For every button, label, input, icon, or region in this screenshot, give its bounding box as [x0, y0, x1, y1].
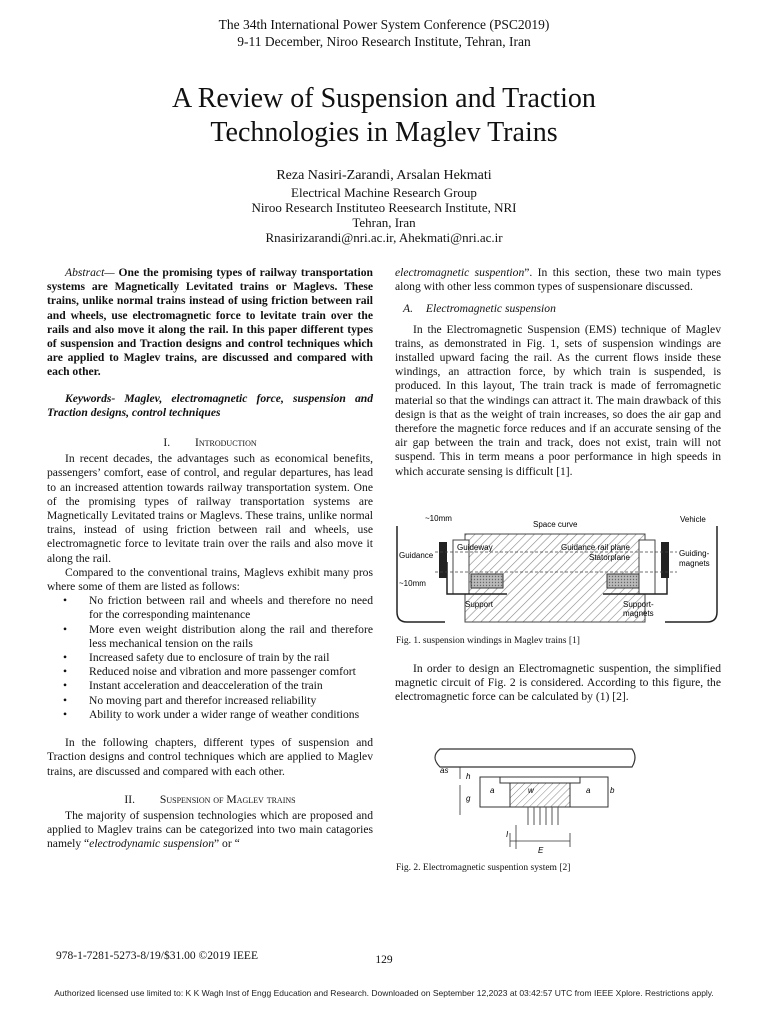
section-2-paragraph-start: [47, 809, 373, 852]
list-item: • No moving part and therefor increased reliability: [89, 694, 373, 708]
keywords: Keywords- Maglev, electromagnetic force, suspension and Traction designs, control techniques: [47, 391, 373, 419]
list-item: • Reduced noise and vibration and more passenger comfort: [89, 665, 373, 679]
fig1-label-support-magnets-2: magnets: [623, 609, 654, 618]
list-item: • No friction between rail and wheels and therefore no need for the corresponding maintenance: [89, 594, 373, 622]
title-line-2: Technologies in Maglev Trains: [210, 117, 558, 148]
fig1-label-guiding-1: Guiding-: [679, 549, 710, 558]
section-1-number: I.: [163, 436, 171, 450]
fig2-label-a-right: a: [586, 786, 591, 795]
fig2-label-a-left: a: [490, 786, 495, 795]
author-names: Reza Nasiri-Zarandi, Arsalan Hekmati: [276, 168, 492, 183]
section-2-heading: [47, 793, 373, 807]
fig2-label-h: h: [466, 772, 471, 781]
fig2-label-I: I: [506, 830, 509, 839]
fig1-label-stator-plane: Statorplane: [589, 553, 630, 562]
section-2-number: II.: [124, 792, 136, 806]
section-1-title: Introduction: [195, 436, 257, 450]
abstract-label: Abstract—: [65, 266, 115, 279]
right-column-continued: [395, 662, 721, 705]
author-group: Electrical Machine Research Group: [291, 185, 477, 200]
author-city: Tehran, Iran: [352, 215, 416, 230]
abstract-text: One the promising types of railway transportation systems are Magnetically Levitated trains or Maglevs. These trains, unlike normal trains instead of using friction between rail and wheels, use electromagnetic force to levitate train over the rails and also move it along the rail. In this paper different types of suspension and Traction designs and control techniques which are applied to Maglev trains, are discussed and compared with each other.: [47, 266, 373, 379]
fig2-label-g: g: [466, 794, 471, 803]
figure-2-caption: Fig. 2. Electromagnetic suspention system [2]: [396, 863, 571, 873]
fig1-label-gap-side: ~10mm: [399, 579, 426, 588]
intro-paragraph-1: In recent decades, the advantages such as economical benefits, passengers’ comfort, ease of control, and regular departures, has lead to an increased attention towards railway transportation system. One of the promising types of railway transportation systems are Magnetically Levitated trains or Maglevs. These trains, unlike normal trains, instead of using friction between rail and wheels, use electromagnetic force to levitate train over the rails and also move it along the rail.: [47, 452, 373, 565]
intro-paragraph-2: Compared to the conventional trains, Maglevs exhibit many pros where some of them are listed as follows:: [47, 565, 373, 594]
list-item: • Instant acceleration and deacceleration of the train: [89, 679, 373, 693]
fig1-label-space-curve: Space curve: [533, 520, 578, 529]
subsection-a-paragraph-2: In order to design an Electromagnetic suspention, the simplified magnetic circuit of Fig. 2 is considered. According to this figure, the electromagnetic force can be calculated by (1) [2].: [395, 662, 721, 704]
fig1-label-guidance: Guidance: [399, 551, 434, 560]
section-1-heading: [47, 436, 373, 450]
fig1-label-guideway: Guideway: [457, 543, 493, 552]
fig2-label-E: E: [538, 846, 544, 855]
author-block: [0, 168, 768, 245]
list-item: • Increased safety due to enclosure of train by the rail: [89, 651, 373, 665]
abstract: [47, 266, 373, 380]
conference-line-1: The 34th International Power System Conference (PSC2019): [218, 17, 550, 32]
s2-em-electrodynamic: electrodynamic suspension: [89, 837, 214, 851]
s2-text-end: ”. In this section, these two main types along with other less common types of suspensionare discussed.: [395, 266, 722, 294]
right-column: [395, 266, 721, 479]
author-institute: Niroo Research Instituteo Reesearch Institute, NRI: [251, 200, 517, 215]
paper-title: [0, 82, 768, 150]
author-emails: Rnasirizarandi@nri.ac.ir, Ahekmati@nri.ac.ir: [265, 230, 503, 245]
page-number: 129: [375, 954, 393, 966]
figure-1-diagram: [395, 512, 725, 630]
s2-text-mid: ” or “: [214, 837, 240, 851]
fig1-label-vehicle: Vehicle: [680, 515, 706, 524]
figure-2: [400, 745, 640, 863]
title-line-1: A Review of Suspension and Traction: [172, 83, 596, 114]
section-2-title: Suspension of Maglev trains: [159, 792, 296, 806]
subsection-a-label: A.: [403, 302, 413, 316]
fig1-label-support: Support: [465, 600, 494, 609]
fig1-label-support-magnets-1: Support-: [623, 600, 654, 609]
fig1-label-gap-top: ~10mm: [425, 514, 452, 523]
fig2-label-as: as: [440, 766, 449, 775]
subsection-a-heading: [403, 302, 721, 316]
license-notice: Authorized licensed use limited to: K K Wagh Inst of Engg Education and Research. Downloaded on September 12,2023 at 03:42:57 UTC from IEEE Xplore. Restrictions apply.: [54, 988, 714, 998]
left-column: [47, 266, 373, 852]
fig1-label-guiding-2: magnets: [679, 559, 710, 568]
fig2-label-w: w: [528, 786, 534, 795]
pros-list: [47, 594, 373, 722]
list-item: • More even weight distribution along the rail and therefore less mechanical tension on the rails: [89, 623, 373, 651]
subsection-a-title: Electromagnetic suspension: [425, 302, 556, 316]
fig2-label-b: b: [610, 786, 615, 795]
intro-paragraph-3: In the following chapters, different types of suspension and Traction designs and control techniques which are applied to Maglev trains, are discussed and compared with each other.: [47, 736, 373, 778]
figure-2-diagram: [400, 745, 640, 863]
list-item: • Ability to work under a wider range of weather conditions: [89, 708, 373, 722]
subsection-a-paragraph-1: In the Electromagnetic Suspension (EMS) technique of Maglev trains, as demonstrated in Fig. 1, sets of suspension windings are installed upward facing the rail. As the current flows inside these windings, an attraction force, by which train is suspended, is produced. In this layout, The train track is made of ferromagnetic material so that the windings can attract it. The main drawback of this design is that as the weight of train increases, so does the air gap and therefore the magnetic force reduces and if an accurate sensing of the air gap between the train and track, does not exist, train will not suspend. This in term means a poor performance in high speeds in which accurate sensing is difficult [1].: [395, 322, 721, 478]
isbn-copyright: 978-1-7281-5273-8/19/$31.00 ©2019 IEEE: [56, 950, 258, 962]
fig1-label-rail-plane: Guidance rail plane: [561, 543, 630, 552]
conference-header: [0, 16, 768, 50]
s2-text-start: The majority of suspension technologies which are proposed and applied to Maglev trains can be categorized into two main catagories namely “: [47, 808, 373, 851]
s2-em-electromagnetic: electromagnetic suspention: [395, 266, 525, 279]
figure-1: [395, 512, 725, 630]
conference-line-2: 9-11 December, Niroo Research Institute, Tehran, Iran: [237, 34, 531, 49]
section-2-paragraph-cont: [395, 266, 721, 294]
figure-1-caption: Fig. 1. suspension windings in Maglev trains [1]: [396, 636, 580, 646]
